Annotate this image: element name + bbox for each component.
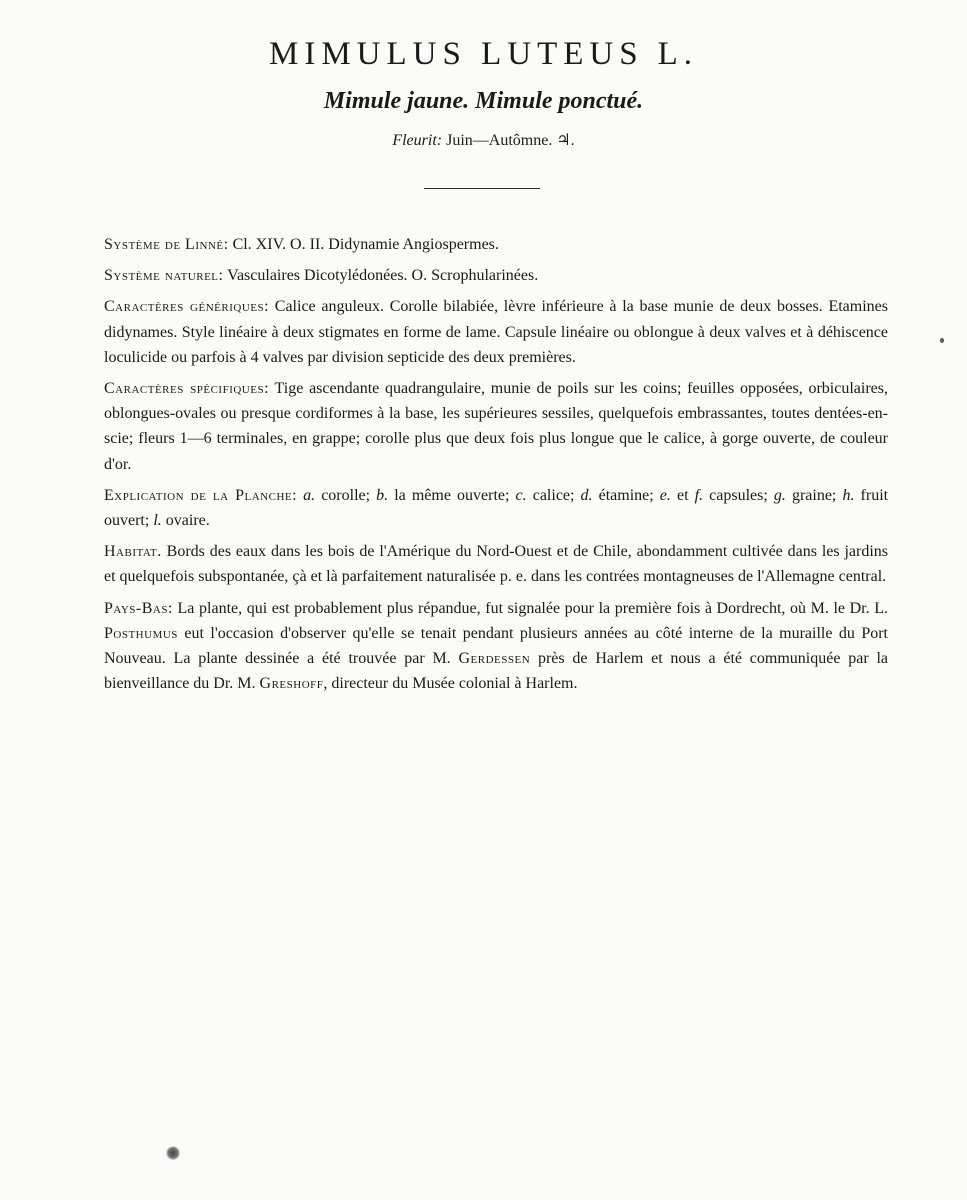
- plate-text: ovaire.: [165, 512, 210, 530]
- flowering-period: [0, 130, 967, 150]
- page-title: [0, 36, 967, 73]
- section-explication-planche: [104, 483, 888, 533]
- section-text: près de Harlem et nous a été communiquée par la bienveillance du Dr. M.: [104, 650, 889, 693]
- section-habitat: [104, 539, 888, 589]
- common-names: Mimule jaune. Mimule ponctué.: [323, 88, 644, 114]
- plate-text: calice;: [532, 486, 575, 504]
- plate-key: a.: [303, 486, 316, 504]
- section-text: Tige ascendante quadrangulaire, munie de poils sur les coins; feuilles opposées, orbiculaires, oblongues-ovales ou presque cordiformes à la base, les supérieures sessiles, quelquefois embrassantes, toutes dentées-en-scie; fleurs 1—6 terminales, en grappe; corolle plus que deux fois plus longue que le calice, à gorge ouverte, de couleur d'or.: [104, 380, 888, 473]
- section-systeme-naturel: [104, 263, 888, 288]
- section-linne: [104, 232, 888, 257]
- plate-text: fruit ouvert;: [104, 486, 889, 530]
- plate-key: c.: [515, 486, 527, 504]
- flowering-value: Juin—Autômne. ♃.: [446, 132, 575, 149]
- plate-text: étamine;: [598, 486, 654, 504]
- ink-blot: [166, 1146, 180, 1160]
- section-label: Système de Linné:: [104, 236, 229, 253]
- section-text: Vasculaires Dicotylédonées. O. Scrophularinées.: [227, 267, 539, 285]
- plate-text: graine;: [791, 486, 837, 504]
- section-label: Pays-Bas:: [104, 599, 173, 617]
- plate-text: capsules;: [709, 486, 768, 504]
- plate-key: e.: [659, 486, 671, 504]
- section-text: eut l'occasion d'observer qu'elle se tenait pendant plusieurs années au côté interne de la muraille du Port Nouveau. La plante dessinée a été trouvée par M.: [104, 624, 889, 668]
- section-label: Caractères génériques:: [104, 298, 270, 316]
- section-pays-bas: [104, 596, 888, 697]
- plate-key: b.: [376, 486, 389, 504]
- flowering-label: Fleurit:: [392, 132, 443, 149]
- section-caracteres-generiques: [104, 294, 888, 370]
- author-abbreviation: L.: [657, 36, 698, 72]
- plate-key: l.: [153, 512, 162, 530]
- person-name: Greshoff: [259, 675, 324, 693]
- section-caracteres-specifiques: [104, 376, 888, 477]
- section-text: La plante, qui est probablement plus répandue, fut signalée pour la première fois à Dordrecht, où M. le Dr. L.: [177, 599, 889, 617]
- person-name: Posthumus: [104, 624, 178, 642]
- divider-rule: [424, 188, 540, 189]
- section-label: Caractères spécifiques:: [104, 380, 270, 398]
- plate-key: f.: [694, 486, 704, 504]
- plate-text: et: [676, 486, 689, 504]
- ink-speck: [940, 338, 944, 343]
- section-text: , directeur du Musée colonial à Harlem.: [323, 675, 578, 693]
- section-label: Habitat.: [104, 543, 162, 561]
- plate-text: corolle;: [321, 486, 371, 504]
- plate-key: g.: [773, 486, 786, 504]
- section-label: Explication de la Planche:: [104, 486, 298, 504]
- description-body: [104, 232, 888, 702]
- plate-text: la même ouverte;: [394, 486, 510, 504]
- species-name: MIMULUS LUTEUS: [268, 36, 644, 72]
- person-name: Gerdessen: [458, 650, 531, 668]
- plate-key: h.: [842, 486, 855, 504]
- section-text: Calice anguleux. Corolle bilabiée, lèvre inférieure à la base munie de deux bosses. Etamines didynames. Style linéaire à deux stigmates en forme de lame. Capsule linéaire ou oblongue à deux valves et à déhiscence loculicide ou parfois à 4 valves par division septicide des deux premières.: [104, 298, 888, 366]
- section-label: Système naturel:: [104, 267, 224, 285]
- section-text: Bords des eaux dans les bois de l'Amérique du Nord-Ouest et de Chile, abondamment cultivée dans les jardins et quelquefois subspontanée, çà et là parfaitement naturalisée p. e. dans les contrées montagneuses de l'Allemagne central.: [104, 543, 889, 586]
- section-text: Cl. XIV. O. II. Didynamie Angiospermes.: [232, 236, 499, 253]
- plate-key: d.: [580, 486, 593, 504]
